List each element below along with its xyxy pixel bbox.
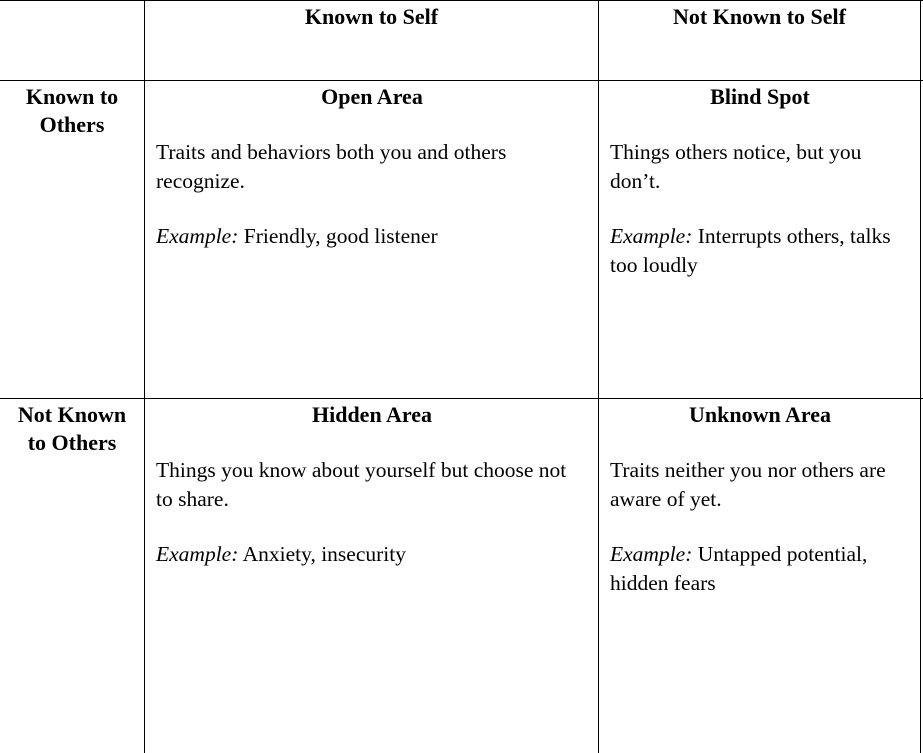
example-text: Untapped potential, hidden fears: [610, 542, 868, 595]
quadrant-description: Things you know about yourself but choose not to share.: [156, 458, 567, 511]
quadrant-example: [610, 222, 910, 279]
quadrant-description: Traits and behaviors both you and others recognize.: [156, 140, 507, 193]
quadrant-example: [156, 222, 588, 251]
example-label: Example:: [156, 224, 239, 248]
table-border-right: [920, 0, 921, 753]
quadrant-unknown-area: [599, 401, 920, 597]
example-label: Example:: [156, 542, 239, 566]
row-divider-2: [0, 398, 923, 399]
quadrant-example: [156, 540, 588, 569]
example-text: Anxiety, insecurity: [238, 542, 406, 566]
row-header-known-to-others: Known to Others: [25, 84, 119, 137]
example-text: Interrupts others, talks too loudly: [610, 224, 891, 277]
example-text: Friendly, good listener: [238, 224, 438, 248]
quadrant-description: Things others notice, but you don’t.: [610, 140, 862, 193]
quadrant-title: Blind Spot: [710, 84, 810, 109]
quadrant-blind-spot: [599, 83, 920, 279]
column-header-known-to-self: Known to Self: [304, 4, 439, 29]
quadrant-title: Open Area: [321, 84, 423, 109]
example-label: Example:: [610, 224, 693, 248]
quadrant-description: Traits neither you nor others are aware of yet.: [610, 458, 886, 511]
column-header-not-known-to-self: Not Known to Self: [673, 4, 846, 29]
corner-cell: [0, 1, 144, 80]
quadrant-title: Unknown Area: [688, 402, 832, 427]
row-divider-1: [0, 80, 923, 81]
quadrant-example: [610, 540, 910, 597]
quadrant-hidden-area: [145, 401, 598, 569]
row-header-not-known-to-others: Not Known to Others: [17, 402, 127, 455]
example-label: Example:: [610, 542, 693, 566]
quadrant-open-area: [145, 83, 598, 251]
quadrant-title: Hidden Area: [311, 402, 432, 427]
